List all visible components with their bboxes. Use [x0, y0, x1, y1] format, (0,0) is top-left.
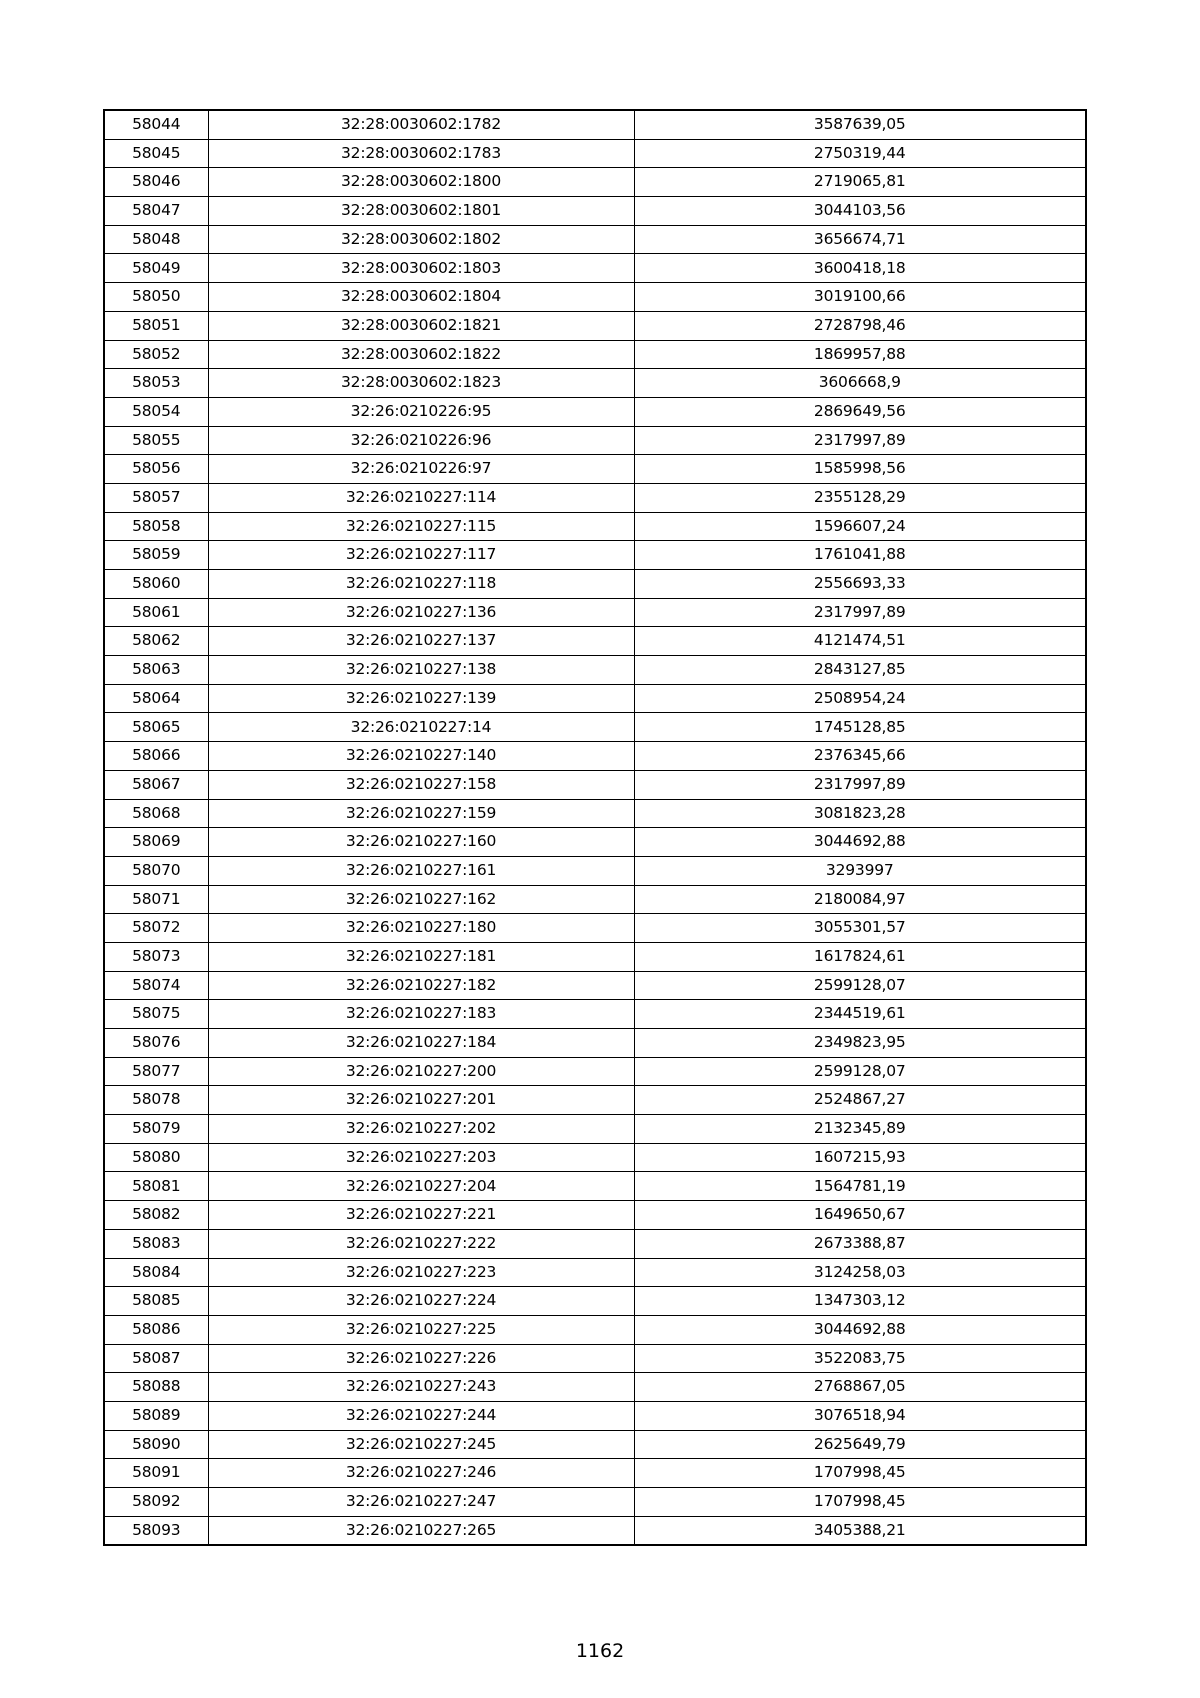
- value-cell: 3044692,88: [634, 1315, 1086, 1344]
- cadastral-number-cell: 32:26:0210227:117: [208, 541, 634, 570]
- row-number-cell: 58079: [104, 1115, 208, 1144]
- cadastral-number-cell: 32:28:0030602:1782: [208, 110, 634, 139]
- row-number-cell: 58075: [104, 1000, 208, 1029]
- table-row: [104, 225, 1086, 254]
- row-number-cell: 58090: [104, 1430, 208, 1459]
- table-row: [104, 1115, 1086, 1144]
- table-row: [104, 1172, 1086, 1201]
- cadastral-number-cell: 32:26:0210227:139: [208, 684, 634, 713]
- table-row: [104, 1258, 1086, 1287]
- row-number-cell: 58085: [104, 1287, 208, 1316]
- row-number-cell: 58055: [104, 426, 208, 455]
- table-row: [104, 455, 1086, 484]
- row-number-cell: 58074: [104, 971, 208, 1000]
- value-cell: 3019100,66: [634, 283, 1086, 312]
- table-row: [104, 1488, 1086, 1517]
- table-row: [104, 942, 1086, 971]
- row-number-cell: 58062: [104, 627, 208, 656]
- value-cell: 2524867,27: [634, 1086, 1086, 1115]
- row-number-cell: 58086: [104, 1315, 208, 1344]
- value-cell: 2376345,66: [634, 742, 1086, 771]
- value-cell: 3044692,88: [634, 828, 1086, 857]
- cadastral-number-cell: 32:26:0210227:265: [208, 1516, 634, 1545]
- value-cell: 3600418,18: [634, 254, 1086, 283]
- cadastral-number-cell: 32:26:0210227:221: [208, 1201, 634, 1230]
- page-number: 1162: [575, 1640, 625, 1662]
- table-row: [104, 483, 1086, 512]
- row-number-cell: 58056: [104, 455, 208, 484]
- row-number-cell: 58091: [104, 1459, 208, 1488]
- table-row: [104, 885, 1086, 914]
- table-row: [104, 742, 1086, 771]
- value-cell: 3522083,75: [634, 1344, 1086, 1373]
- row-number-cell: 58093: [104, 1516, 208, 1545]
- row-number-cell: 58061: [104, 598, 208, 627]
- value-cell: 3081823,28: [634, 799, 1086, 828]
- cadastral-number-cell: 32:26:0210227:223: [208, 1258, 634, 1287]
- table-row: [104, 684, 1086, 713]
- table-row: [104, 197, 1086, 226]
- row-number-cell: 58069: [104, 828, 208, 857]
- cadastral-number-cell: 32:26:0210226:96: [208, 426, 634, 455]
- value-cell: 2719065,81: [634, 168, 1086, 197]
- cadastral-number-cell: 32:28:0030602:1823: [208, 369, 634, 398]
- row-number-cell: 58046: [104, 168, 208, 197]
- cadastral-number-cell: 32:26:0210227:140: [208, 742, 634, 771]
- row-number-cell: 58052: [104, 340, 208, 369]
- table-row: [104, 971, 1086, 1000]
- value-cell: 3587639,05: [634, 110, 1086, 139]
- cadastral-number-cell: 32:26:0210227:201: [208, 1086, 634, 1115]
- row-number-cell: 58073: [104, 942, 208, 971]
- value-cell: 2508954,24: [634, 684, 1086, 713]
- cadastral-number-cell: 32:26:0210227:158: [208, 770, 634, 799]
- row-number-cell: 58054: [104, 397, 208, 426]
- value-cell: 2132345,89: [634, 1115, 1086, 1144]
- cadastral-number-cell: 32:28:0030602:1802: [208, 225, 634, 254]
- cadastral-number-cell: 32:26:0210227:138: [208, 656, 634, 685]
- row-number-cell: 58083: [104, 1229, 208, 1258]
- value-cell: 4121474,51: [634, 627, 1086, 656]
- value-cell: 2750319,44: [634, 139, 1086, 168]
- value-cell: 3124258,03: [634, 1258, 1086, 1287]
- row-number-cell: 58053: [104, 369, 208, 398]
- row-number-cell: 58045: [104, 139, 208, 168]
- table-row: [104, 1344, 1086, 1373]
- cadastral-number-cell: 32:28:0030602:1801: [208, 197, 634, 226]
- table-row: [104, 512, 1086, 541]
- row-number-cell: 58080: [104, 1143, 208, 1172]
- value-cell: 2349823,95: [634, 1029, 1086, 1058]
- table-row: [104, 110, 1086, 139]
- value-cell: 1607215,93: [634, 1143, 1086, 1172]
- cadastral-number-cell: 32:26:0210227:114: [208, 483, 634, 512]
- cadastral-number-cell: 32:26:0210227:161: [208, 856, 634, 885]
- value-cell: 2599128,07: [634, 1057, 1086, 1086]
- table-row: [104, 856, 1086, 885]
- table-row: [104, 1229, 1086, 1258]
- row-number-cell: 58048: [104, 225, 208, 254]
- value-cell: 2843127,85: [634, 656, 1086, 685]
- row-number-cell: 58063: [104, 656, 208, 685]
- cadastral-number-cell: 32:26:0210227:137: [208, 627, 634, 656]
- row-number-cell: 58049: [104, 254, 208, 283]
- value-cell: 2869649,56: [634, 397, 1086, 426]
- table-row: [104, 139, 1086, 168]
- value-cell: 3293997: [634, 856, 1086, 885]
- value-cell: 2599128,07: [634, 971, 1086, 1000]
- table-row: [104, 770, 1086, 799]
- table-row: [104, 799, 1086, 828]
- table-row: [104, 168, 1086, 197]
- table-row: [104, 541, 1086, 570]
- value-cell: 2355128,29: [634, 483, 1086, 512]
- cadastral-number-cell: 32:26:0210227:202: [208, 1115, 634, 1144]
- cadastral-number-cell: 32:26:0210227:182: [208, 971, 634, 1000]
- table-row: [104, 1029, 1086, 1058]
- table-body: [104, 110, 1086, 1545]
- cadastral-number-cell: 32:26:0210227:115: [208, 512, 634, 541]
- value-cell: 1564781,19: [634, 1172, 1086, 1201]
- cadastral-number-cell: 32:28:0030602:1822: [208, 340, 634, 369]
- cadastral-number-cell: 32:26:0210227:222: [208, 1229, 634, 1258]
- row-number-cell: 58076: [104, 1029, 208, 1058]
- value-cell: 2317997,89: [634, 598, 1086, 627]
- table-row: [104, 254, 1086, 283]
- value-cell: 2317997,89: [634, 770, 1086, 799]
- value-cell: 1761041,88: [634, 541, 1086, 570]
- cadastral-number-cell: 32:26:0210227:203: [208, 1143, 634, 1172]
- value-cell: 1617824,61: [634, 942, 1086, 971]
- table-row: [104, 283, 1086, 312]
- value-cell: 2673388,87: [634, 1229, 1086, 1258]
- row-number-cell: 58084: [104, 1258, 208, 1287]
- table-row: [104, 426, 1086, 455]
- cadastral-number-cell: 32:26:0210227:245: [208, 1430, 634, 1459]
- value-cell: 1745128,85: [634, 713, 1086, 742]
- table-row: [104, 340, 1086, 369]
- value-cell: 1869957,88: [634, 340, 1086, 369]
- table-row: [104, 397, 1086, 426]
- cadastral-number-cell: 32:26:0210227:159: [208, 799, 634, 828]
- cadastral-number-cell: 32:26:0210227:225: [208, 1315, 634, 1344]
- row-number-cell: 58060: [104, 570, 208, 599]
- cadastral-number-cell: 32:28:0030602:1800: [208, 168, 634, 197]
- value-cell: 3606668,9: [634, 369, 1086, 398]
- table-row: [104, 1287, 1086, 1316]
- value-cell: 1585998,56: [634, 455, 1086, 484]
- table-row: [104, 570, 1086, 599]
- value-cell: 2556693,33: [634, 570, 1086, 599]
- cadastral-number-cell: 32:26:0210227:181: [208, 942, 634, 971]
- cadastral-number-cell: 32:28:0030602:1821: [208, 311, 634, 340]
- cadastral-number-cell: 32:28:0030602:1783: [208, 139, 634, 168]
- row-number-cell: 58051: [104, 311, 208, 340]
- row-number-cell: 58089: [104, 1401, 208, 1430]
- row-number-cell: 58057: [104, 483, 208, 512]
- row-number-cell: 58067: [104, 770, 208, 799]
- cadastral-number-cell: 32:26:0210227:246: [208, 1459, 634, 1488]
- value-cell: 1707998,45: [634, 1488, 1086, 1517]
- cadastral-number-cell: 32:26:0210227:160: [208, 828, 634, 857]
- table-row: [104, 1143, 1086, 1172]
- table-row: [104, 1373, 1086, 1402]
- cadastral-number-cell: 32:26:0210226:95: [208, 397, 634, 426]
- table-row: [104, 627, 1086, 656]
- table-row: [104, 1459, 1086, 1488]
- value-cell: 2317997,89: [634, 426, 1086, 455]
- cadastral-number-cell: 32:26:0210227:136: [208, 598, 634, 627]
- value-cell: 1596607,24: [634, 512, 1086, 541]
- value-cell: 1347303,12: [634, 1287, 1086, 1316]
- row-number-cell: 58070: [104, 856, 208, 885]
- cadastral-number-cell: 32:26:0210227:14: [208, 713, 634, 742]
- table-row: [104, 1401, 1086, 1430]
- row-number-cell: 58078: [104, 1086, 208, 1115]
- table-row: [104, 914, 1086, 943]
- value-cell: 3044103,56: [634, 197, 1086, 226]
- table-row: [104, 1430, 1086, 1459]
- value-cell: 2768867,05: [634, 1373, 1086, 1402]
- cadastral-number-cell: 32:26:0210227:226: [208, 1344, 634, 1373]
- cadastral-number-cell: 32:26:0210227:118: [208, 570, 634, 599]
- value-cell: 2344519,61: [634, 1000, 1086, 1029]
- table-row: [104, 1086, 1086, 1115]
- row-number-cell: 58077: [104, 1057, 208, 1086]
- cadastral-number-cell: 32:28:0030602:1803: [208, 254, 634, 283]
- table-row: [104, 1315, 1086, 1344]
- row-number-cell: 58072: [104, 914, 208, 943]
- table-row: [104, 598, 1086, 627]
- row-number-cell: 58047: [104, 197, 208, 226]
- row-number-cell: 58044: [104, 110, 208, 139]
- value-cell: 2180084,97: [634, 885, 1086, 914]
- row-number-cell: 58082: [104, 1201, 208, 1230]
- cadastral-value-table: [103, 109, 1087, 1546]
- cadastral-number-cell: 32:26:0210227:244: [208, 1401, 634, 1430]
- row-number-cell: 58081: [104, 1172, 208, 1201]
- value-cell: 2625649,79: [634, 1430, 1086, 1459]
- cadastral-number-cell: 32:26:0210227:184: [208, 1029, 634, 1058]
- row-number-cell: 58087: [104, 1344, 208, 1373]
- cadastral-number-cell: 32:26:0210227:247: [208, 1488, 634, 1517]
- cadastral-number-cell: 32:26:0210227:183: [208, 1000, 634, 1029]
- value-cell: 3076518,94: [634, 1401, 1086, 1430]
- value-cell: 2728798,46: [634, 311, 1086, 340]
- cadastral-number-cell: 32:26:0210227:204: [208, 1172, 634, 1201]
- cadastral-number-cell: 32:26:0210227:180: [208, 914, 634, 943]
- row-number-cell: 58065: [104, 713, 208, 742]
- value-cell: 1707998,45: [634, 1459, 1086, 1488]
- row-number-cell: 58058: [104, 512, 208, 541]
- table-row: [104, 369, 1086, 398]
- row-number-cell: 58059: [104, 541, 208, 570]
- table-row: [104, 1000, 1086, 1029]
- table-row: [104, 1057, 1086, 1086]
- table-row: [104, 311, 1086, 340]
- value-cell: 1649650,67: [634, 1201, 1086, 1230]
- table-row: [104, 1201, 1086, 1230]
- cadastral-number-cell: 32:26:0210226:97: [208, 455, 634, 484]
- cadastral-number-cell: 32:28:0030602:1804: [208, 283, 634, 312]
- row-number-cell: 58088: [104, 1373, 208, 1402]
- row-number-cell: 58066: [104, 742, 208, 771]
- table-row: [104, 1516, 1086, 1545]
- table-row: [104, 713, 1086, 742]
- value-cell: 3055301,57: [634, 914, 1086, 943]
- row-number-cell: 58092: [104, 1488, 208, 1517]
- cadastral-number-cell: 32:26:0210227:200: [208, 1057, 634, 1086]
- row-number-cell: 58068: [104, 799, 208, 828]
- row-number-cell: 58050: [104, 283, 208, 312]
- value-cell: 3405388,21: [634, 1516, 1086, 1545]
- cadastral-number-cell: 32:26:0210227:243: [208, 1373, 634, 1402]
- cadastral-number-cell: 32:26:0210227:162: [208, 885, 634, 914]
- row-number-cell: 58064: [104, 684, 208, 713]
- row-number-cell: 58071: [104, 885, 208, 914]
- table-row: [104, 656, 1086, 685]
- value-cell: 3656674,71: [634, 225, 1086, 254]
- table-row: [104, 828, 1086, 857]
- cadastral-number-cell: 32:26:0210227:224: [208, 1287, 634, 1316]
